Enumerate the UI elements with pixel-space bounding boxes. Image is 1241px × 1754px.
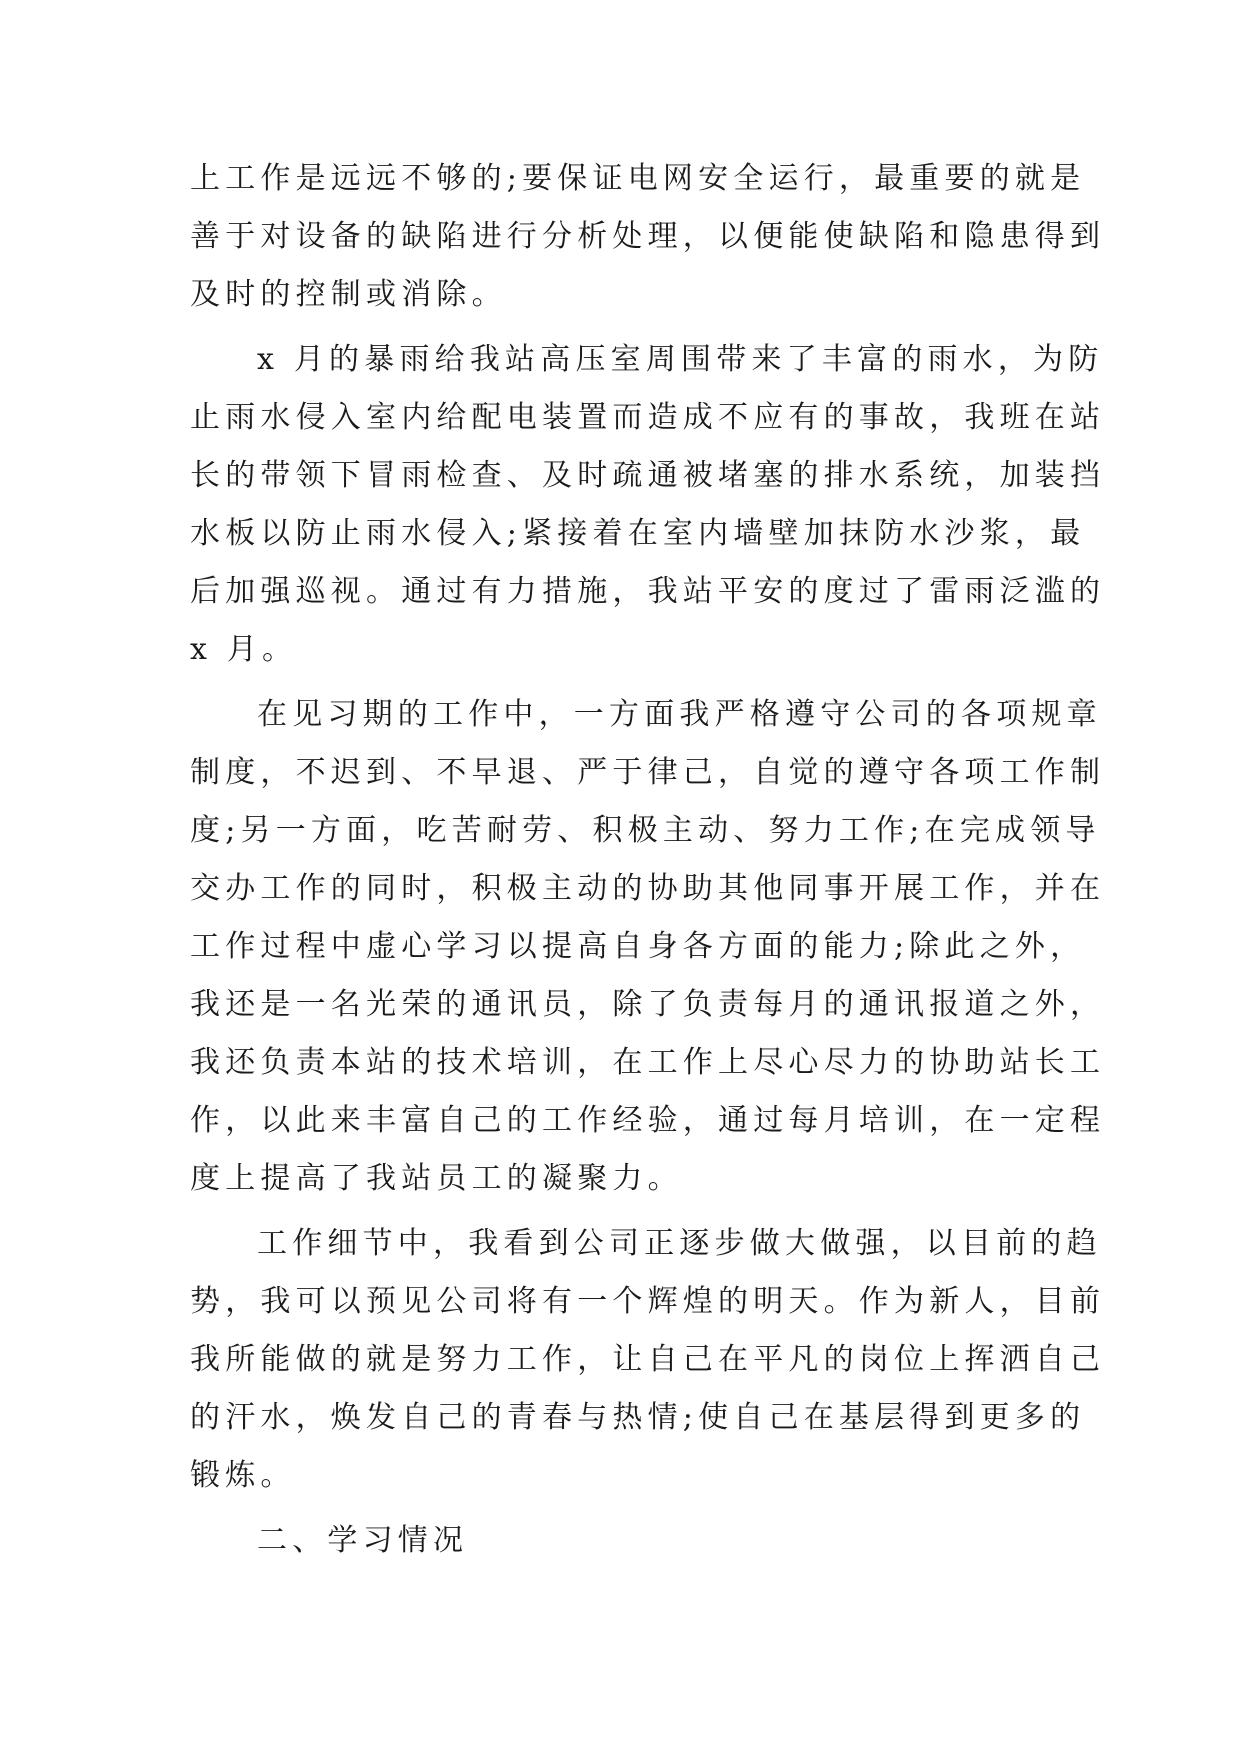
text-line: 我所能做的就是努力工作，让自己在平凡的岗位上挥洒自己 — [190, 1342, 1106, 1377]
paragraph-gap — [190, 324, 1052, 331]
paragraph-2 — [190, 331, 1106, 679]
text-line: 工作细节中，我看到公司正逐步做大做强，以目前的趋 — [257, 1226, 1102, 1261]
text-line: 度;另一方面，吃苦耐劳、积极主动、努力工作;在完成领导 — [190, 813, 1101, 848]
paragraph-3 — [190, 686, 1106, 1208]
text-line: 水板以防止雨水侵入;紧接着在室内墙壁加抹防水沙浆，最 — [190, 516, 1086, 551]
text-line: 止雨水侵入室内给配电装置而造成不应有的事故，我班在站 — [190, 400, 1106, 435]
text-line: 后加强巡视。通过有力措施，我站平安的度过了雷雨泛滥的 — [190, 574, 1106, 609]
paragraph-gap — [190, 1208, 1052, 1215]
section-heading-text: 二、学习情况 — [257, 1523, 469, 1558]
text-line: 及时的控制或消除。 — [190, 277, 507, 312]
text-line: x 月的暴雨给我站高压室周围带来了丰富的雨水，为防 — [257, 342, 1104, 377]
text-line: 工作过程中虚心学习以提高自身各方面的能力;除此之外， — [190, 929, 1086, 964]
text-line: 度上提高了我站员工的凝聚力。 — [190, 1161, 683, 1196]
paragraph-gap — [190, 1505, 1052, 1512]
paragraph-1 — [190, 150, 1106, 324]
text-line: 交办工作的同时，积极主动的协助其他同事开展工作，并在 — [190, 871, 1106, 906]
paragraph-4 — [190, 1215, 1106, 1505]
text-line: 制度，不迟到、不早退、严于律己，自觉的遵守各项工作制 — [190, 755, 1106, 790]
text-line: 锻炼。 — [190, 1458, 296, 1493]
document-body — [190, 150, 1106, 1570]
text-line: 作，以此来丰富自己的工作经验，通过每月培训，在一定程 — [190, 1103, 1106, 1138]
text-line: 的汗水，焕发自己的青春与热情;使自己在基层得到更多的 — [190, 1400, 1086, 1435]
text-line: 势，我可以预见公司将有一个辉煌的明天。作为新人，目前 — [190, 1284, 1106, 1319]
text-line: 长的带领下冒雨检查、及时疏通被堵塞的排水系统，加装挡 — [190, 458, 1106, 493]
text-line: 上工作是远远不够的;要保证电网安全运行，最重要的就是 — [190, 161, 1086, 196]
section-heading — [190, 1512, 1052, 1570]
text-line: 我还是一名光荣的通讯员，除了负责每月的通讯报道之外， — [190, 987, 1106, 1022]
text-line: 我还负责本站的技术培训，在工作上尽心尽力的协助站长工 — [190, 1045, 1106, 1080]
text-line: 善于对设备的缺陷进行分析处理，以便能使缺陷和隐患得到 — [190, 219, 1106, 254]
paragraph-gap — [190, 679, 1052, 686]
text-line: 在见习期的工作中，一方面我严格遵守公司的各项规章 — [257, 697, 1102, 732]
text-line: x 月。 — [190, 632, 298, 667]
